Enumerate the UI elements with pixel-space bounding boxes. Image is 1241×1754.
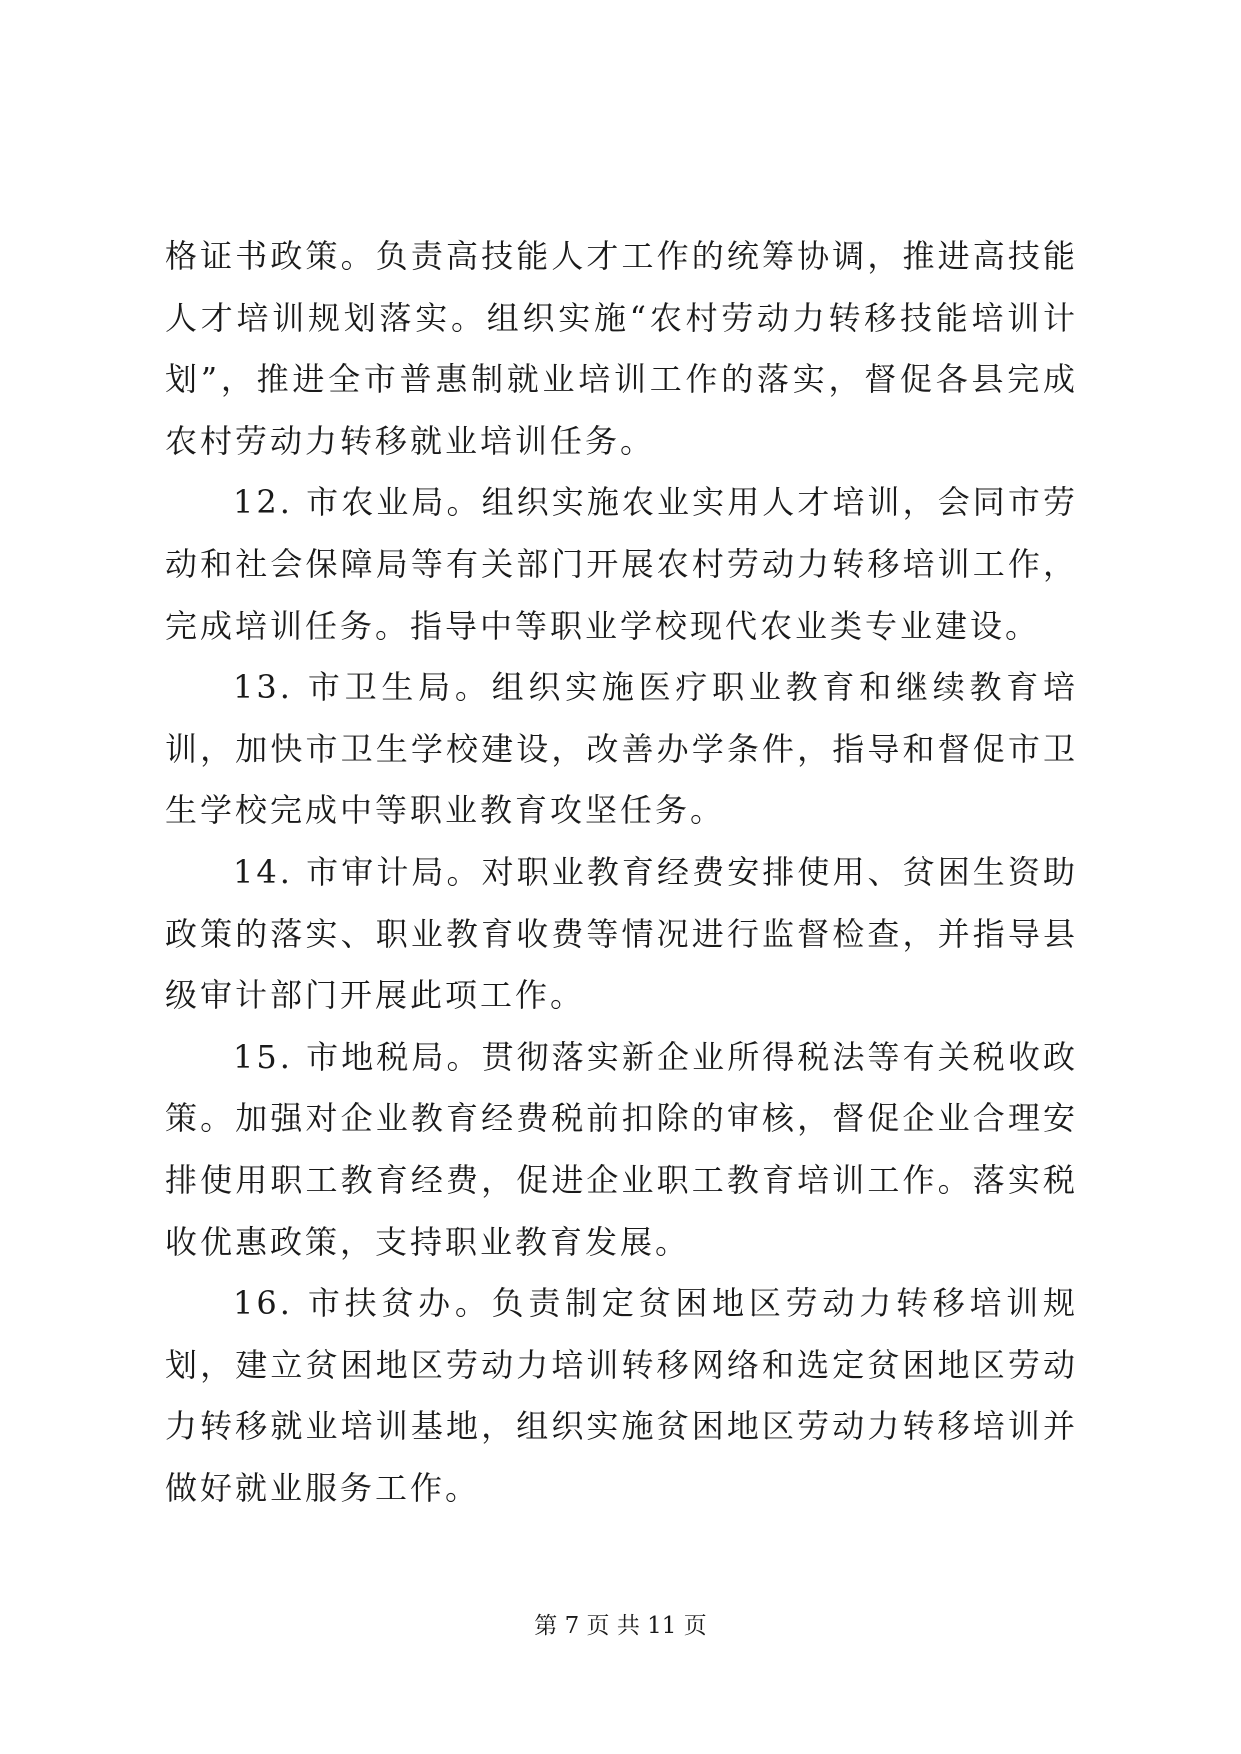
paragraph-item-14: 14. 市审计局。对职业教育经费安排使用、贫困生资助政策的落实、职业教育收费等情况进行监督检查，并指导县级审计部门开展此项工作。 (165, 852, 1078, 1015)
paragraph-item-15: 15. 市地税局。贯彻落实新企业所得税法等有关税收政策。加强对企业教育经费税前扣除的审核，督促企业合理安排使用职工教育经费，促进企业职工教育培训工作。落实税收优惠政策，支持职业教育发展。 (165, 1037, 1078, 1261)
paragraph-item-13: 13. 市卫生局。组织实施医疗职业教育和继续教育培训，加快市卫生学校建设，改善办学条件，指导和督促市卫生学校完成中等职业教育攻坚任务。 (165, 668, 1078, 830)
paragraph-item-16: 16. 市扶贫办。负责制定贫困地区劳动力转移培训规划，建立贫困地区劳动力培训转移网络和选定贫困地区劳动力转移就业培训基地，组织实施贫困地区劳动力转移培训并做好就业服务工作。 (165, 1284, 1078, 1507)
page-number-footer: 第 7 页 共 11 页 (534, 1613, 707, 1639)
paragraph-continuation: 格证书政策。负责高技能人才工作的统筹协调，推进高技能人才培训规划落实。组织实施“农村劳动力转移技能培训计划”，推进全市普惠制就业培训工作的落实，督促各县完成农村劳动力转移就业培训任务。 (165, 237, 1078, 460)
paragraph-item-12: 12. 市农业局。组织实施农业实用人才培训，会同市劳动和社会保障局等有关部门开展农村劳动力转移培训工作，完成培训任务。指导中等职业学校现代农业类专业建设。 (165, 483, 1078, 645)
body-text (165, 226, 1078, 1519)
